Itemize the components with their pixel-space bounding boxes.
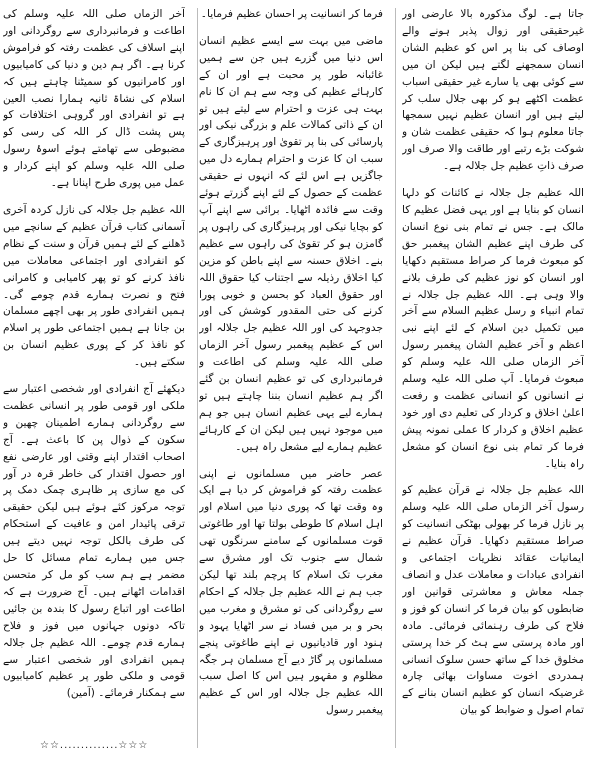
paragraph: ماضی میں بہت سے ایسے عظیم انسان اس دنیا میں گزرے ہیں جن سے ہمیں غائبانہ طور پر محبت ہے اور ان کے کارہائے عظیم کی وجہ سے ہم ان کا نام بہت ہی عزت و احترام سے لیتے ہیں تو ان کے ذاتی کمالات علم و بزرگی نیکی اور پارسائی کی بنا پر تقویٰ اور پرہیزگاری کے سبب ان کا عزت و احترام ہمارے دل میں جاگزیں ہے اس لئے کہ انہوں نے حقیقی عظمت کے حصول کے لئے اپنے گزرتے ہوئے وقت سے فائدہ اٹھایا۔ برائی سے اپنے آپ کو بچایا نیکی اور پرہیزگاری کی راہوں پر گامزن ہو کر تقویٰ کی راہوں سے عظیم بنے۔ اخلاق حسنہ سے اپنے باطن کو مزین کیا اخلاق رذیلہ سے اجتناب کیا حقوق اللہ اور حقوق العباد کو بحسن و خوبی پورا کرنے کی حتی المقدور کوشش کی اور جدوجہد کی اور اللہ عظیم جل جلالہ اور اس کے عظیم پیغمبر رسول آخر الزماں صلی اللہ علیہ وسلم کی اطاعت و فرمانبرداری کی تو عظیم انسان بن گئے اگر ہم عظیم انسان بننا چاہتے ہیں تو ہمارے لیے یہی عظیم انسان ہیں جو ہم میں موجود نہیں ہیں لیکن ان کے کارہائے عظیم ہمارے لیے مشعل راہ ہیں۔ — [199, 34, 383, 453]
column-middle — [199, 6, 383, 754]
column-right — [402, 6, 584, 754]
paragraph: فرما کر انسانیت پر احسان عظیم فرمایا۔ — [200, 8, 383, 20]
paragraph: اللہ عظیم جل جلالہ نے قرآن عظیم کو رسول آخر الزماں صلی اللہ علیہ وسلم پر نازل فرما کر بھولی بھٹکی انسانیت کو صراط مستقیم دکھایا۔ قرآن عظیم نے ایمانیات عقائد نظریات اجتماعی و انفرادی عبادات و معاملات عدل و انصاف جملہ معاش و معاشرتی قوانین اور ضابطوں کو بیان فرما کر انسان کو فوز و فلاح کی طرف رہنمائی فرمائی۔ مادہ اور مادہ پرستی سے ہٹ کر خدا پرستی مخلوق خدا کے ساتھ حسن سلوک انسانی ہمدردی اخوت مساوات بھائی چارہ غرضیکہ انسان کو عظیم انسان بنانے کے تمام اصول و ضوابط کو بیان — [402, 484, 584, 717]
paragraph: آخر الزماں صلی اللہ علیہ وسلم کی اطاعت و فرمانبرداری سے روگردانی اور اپنے اسلاف کی عظمت رفتہ کو فراموش کرنا ہے۔ اگر ہم دین و دنیا کی کامیابیوں اور کامرانیوں کو سمیٹنا چاہتے ہیں کہ اسلام کی نشاۃ ثانیہ ہمارا نصب العین ہے تو انفرادی اور گروہی اختلافات کو پس پشت ڈال کر اللہ کی رسی کو مضبوطی سے تھامتے ہوئے اسوۂ رسول صلی اللہ علیہ وسلم کو اپنے کردار و عمل میں پوری طرح اپنانا ہے۔ — [3, 8, 185, 190]
paragraph: اللہ عظیم جل جلالہ نے کائنات کو دلہا انسان کو بنایا ہے اور یہی فضل عظیم کا مالک ہے۔ جس نے تمام بنی نوع انسان کی طرف اپنے عظیم الشان پیغمبر حق کو مبعوث فرما کر صراط مستقیم دکھایا اور انسان کو نوز عظیم کی طرف بلانے والا وہی ہے۔ اللہ عظیم جل جلالہ نے تمام انبیاء و رسل عظیم السلام سے آخر میں تکمیل دین اسلام کے لئے اپنے نبی اعظم و آخر عظیم الشان پیغمبر رسول آخر الزماں صلی اللہ علیہ وسلم کو مبعوث فرمایا۔ آپ صلی اللہ علیہ وسلم نے انسانوں کو انسانی عظمت و رفعت اعلیٰ اخلاق و کردار کی تعلیم دی اور خود عظیم اخلاق و کردار کا عملی نمونہ پیش فرما کر تمام بنی نوع انسان کو مشعل راہ بنایا۔ — [402, 187, 584, 470]
paragraph: عصر حاضر میں مسلمانوں نے اپنی عظمت رفتہ کو فراموش کر دیا ہے ایک وہ وقت تھا کہ پوری دنیا میں اسلام اور اہل اسلام کا طوطی بولتا تھا اور طاغوتی قوت مسلمانوں کے سامنے سرنگوں تھی شمال سے جنوب تک اور مشرق سے مغرب تک اسلام کا پرچم بلند تھا لیکن جب ہم نے اللہ عظیم جل جلالہ کے احکام سے روگردانی کی تو مشرق و مغرب میں بحر و بر میں فساد نے سر اٹھایا یہود و ہنود اور قادیانیوں نے اپنے طاغوتی پنجے مسلمانوں پر گاڑ دیے آج مسلمان ہر جگہ مظلوم و مقہور ہیں اس کا اصل سبب اللہ عظیم جل جلالہ اور اس کے عظیم پیغمبر رسول — [199, 467, 383, 717]
footer-ornament: ☆☆..............☆☆☆ — [40, 740, 149, 751]
paragraph: اللہ عظیم جل جلالہ کی نازل کردہ آخری آسمانی کتاب قرآن عظیم کے سانچے میں ڈھلنے کے لئے ہمیں قرآن و سنت کے نظام کو انفرادی اور اجتماعی معاملات میں نافذ کرنے کو تو پھر کامیابی و کامرانی فتح و نصرت ہمارے قدم چومے گی۔ ہمیں انفرادی طور پر بھی اچھے مسلمان بن جانا ہے ہمیں اجتماعی طور پر اسلام کو نافذ کر کے پوری عظیم انسان بن سکتے ہیں۔ — [3, 203, 185, 369]
column-divider — [197, 8, 198, 748]
paragraph: دیکھئے آج انفرادی اور شخصی اعتبار سے ملکی اور قومی طور پر انسانی عظمت سے روگردانی ہمارے اطمینان چھین و سکون کے ذوال پن کا باعث ہے۔ آج اصحاب اقتدار اپنے وقتی اور عارضی نفع اور حصول اقتدار کی خاطر قرہ در آور کی مع سازی پر ظاہری چمک دمک پر توجہ مرکوز کئے ہوئے ہیں لیکن حقیقی ترقی پائیدار امن و عافیت کے استحکام کی طرف بالکل توجہ نہیں دیتے ہیں جس میں ہمارے تمام مسائل کا حل مضمر ہے ہم سب کو مل کر متحسن اقدامات اٹھانے ہیں۔ آج ضرورت ہے کہ اطاعت اور اتباع رسول کا بندہ بن جائیں تاکہ دونوں جہانوں میں فوز و فلاح ہمارے قدم چومے۔ اللہ عظیم جل جلالہ ہمیں انفرادی اور شخصی اعتبار سے قومی و ملکی طور پر عظیم کامیابیوں سے ہمکنار فرمائے۔ (آمین) — [3, 383, 185, 700]
column-left — [3, 6, 185, 721]
column-divider — [395, 8, 396, 748]
paragraph: جاتا ہے۔ لوگ مذکورہ بالا عارضی اور غیرحقیقی اور زوال پذیر ہونے والے اوصاف کی بنا پر اس کو عظیم الشان انسان سمجھنے لگتے ہیں لیکن ان میں سے کوئی بھی یا سارے غیر حقیقی اسباب عظمت اکٹھے ہو کر بھی جلال سلب کر لیتے ہیں اور انسان عظیم نہیں سمجھا جاتا معلوم ہوا کہ حقیقی عظمت شان و شوکت بڑے رتبے اور طاقت والا صرف اور صرف ذاتِ عظیم جل جلالہ ہے۔ — [402, 8, 584, 173]
